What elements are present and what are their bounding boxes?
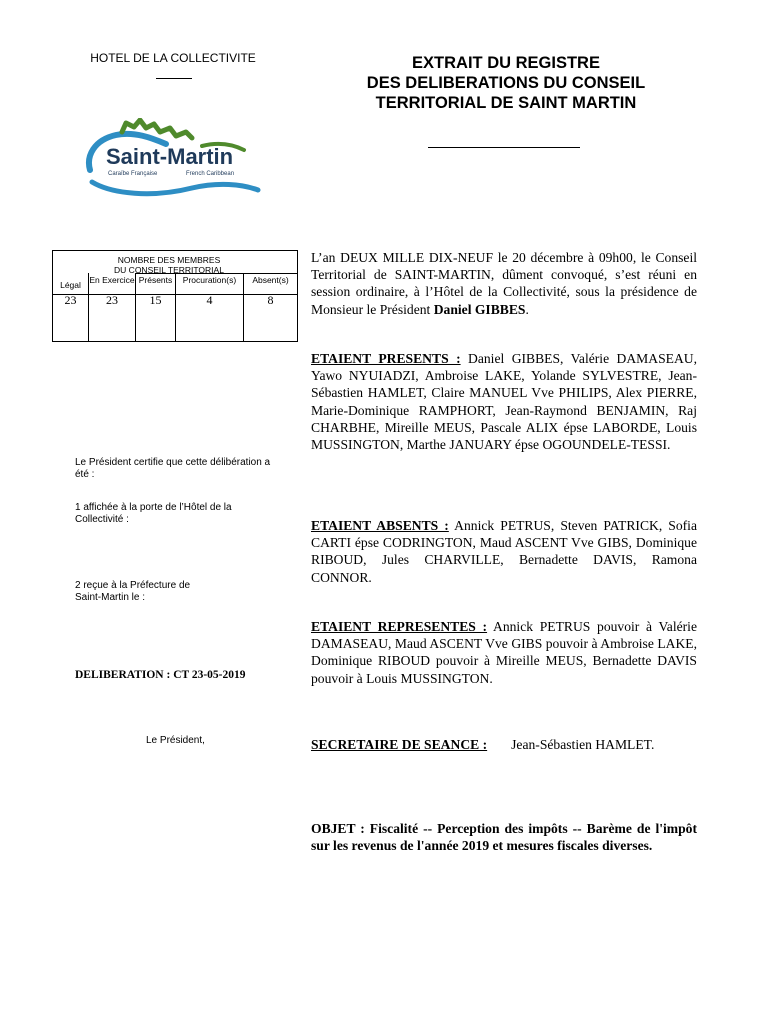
represented-text: Annick PETRUS pouvoir à Valérie DAMASEAU, Maud ASCENT Vve GIBS pouvoir à Ambroise LAKE, Dominique RIBOUD pouvoir à Mireille MEUS, Bernadette DAVIS pouvoir à Louis MUSSINGTON. (311, 619, 697, 686)
secretary-paragraph (311, 736, 697, 753)
absents-paragraph (311, 517, 697, 586)
header-exercice: En Exercice (89, 275, 135, 285)
intro-text: L’an DEUX MILLE DIX-NEUF le 20 décembre à 09h00, le Conseil Territorial de SAINT-MARTIN, dûment convoqué, s’est réuni en session ordinaire, à l’Hôtel de la Collectivité, sous la présidence de Monsieur le Président (311, 250, 697, 317)
represented-paragraph (311, 618, 697, 687)
table-caption (89, 255, 249, 275)
value-procurations: 4 (206, 293, 213, 307)
value-presents: 15 (149, 293, 162, 307)
absents-text: Annick PETRUS, Steven PATRICK, Sofia CARTI épse CODRINGTON, Maud ASCENT Vve GIBS, Dominique RIBOUD, Jules CHARVILLE, Bernadette DAVIS, Ramona CONNOR. (311, 518, 697, 585)
title-line-3: TERRITORIAL DE SAINT MARTIN (375, 94, 637, 112)
members-table (52, 250, 298, 342)
intro-paragraph (311, 249, 697, 318)
value-exercice: 23 (106, 293, 118, 307)
objet-paragraph: OBJET : Fiscalité -- Perception des impôts -- Barème de l'impôt sur les revenus de l'année 2019 et mesures fiscales diverses. (311, 821, 697, 854)
intro-end: . (525, 301, 529, 317)
posted-note: 1 affichée à la porte de l’Hôtel de la Collectivité : (75, 502, 232, 525)
presents-label: ETAIENT PRESENTS : (311, 351, 461, 366)
president-signature-label: Le Président, (146, 735, 205, 746)
header-presents: Présents (138, 275, 173, 285)
header-absents: Absent(s) (252, 275, 289, 285)
absents-label: ETAIENT ABSENTS : (311, 518, 449, 533)
secretary-label: SECRETAIRE DE SEANCE : (311, 737, 488, 752)
logo-tag-right: French Caribbean (186, 171, 235, 177)
received-note: 2 reçue à la Préfecture de Saint-Martin le : (75, 580, 191, 603)
header-legal: Légal (60, 280, 81, 290)
logo-graphic (82, 118, 268, 202)
presents-text: Daniel GIBBES, Valérie DAMASEAU, Yawo NYUIADZI, Ambroise LAKE, Yolande SYLVESTRE, Jean-Sébastien HAMLET, Claire MANUEL Vve PHILIPS, Alex PIERRE, Marie-Dominique RAMPHORT, Jean-Raymond BENJAMIN, Raj CHARBHE, Mireille MEUS, Pascale ALIX épse LABORDE, Louis MUSSINGTON, Marthe JANUARY épse OGOUNDELE-TESSI. (311, 351, 697, 453)
caption-line-2: DU CONSEIL TERRITORIAL (114, 265, 224, 275)
secretary-text: Jean-Sébastien HAMLET. (511, 737, 655, 752)
deliberation-number: DELIBERATION : CT 23-05-2019 (75, 669, 246, 681)
value-absents: 8 (267, 293, 274, 307)
presents-paragraph (311, 350, 697, 453)
certify-note: Le Président certifie que cette délibération a été : (75, 457, 271, 480)
logo-tag-left: Caraïbe Française (108, 171, 158, 177)
caption-line-1: NOMBRE DES MEMBRES (117, 255, 221, 265)
title-rule (428, 147, 580, 148)
title-line-2: DES DELIBERATIONS DU CONSEIL (366, 74, 646, 92)
document-title (316, 53, 696, 113)
header-procurations: Procuration(s) (182, 275, 237, 285)
value-legal: 23 (64, 293, 77, 307)
saint-martin-logo (82, 118, 268, 202)
logo-name: Saint-Martin (106, 144, 234, 169)
title-line-1: EXTRAIT DU REGISTRE (412, 54, 600, 72)
represented-label: ETAIENT REPRESENTES : (311, 619, 488, 634)
hotel-title: HOTEL DE LA COLLECTIVITE (90, 51, 256, 65)
president-name: Daniel GIBBES (433, 301, 526, 317)
hotel-rule (156, 78, 192, 79)
